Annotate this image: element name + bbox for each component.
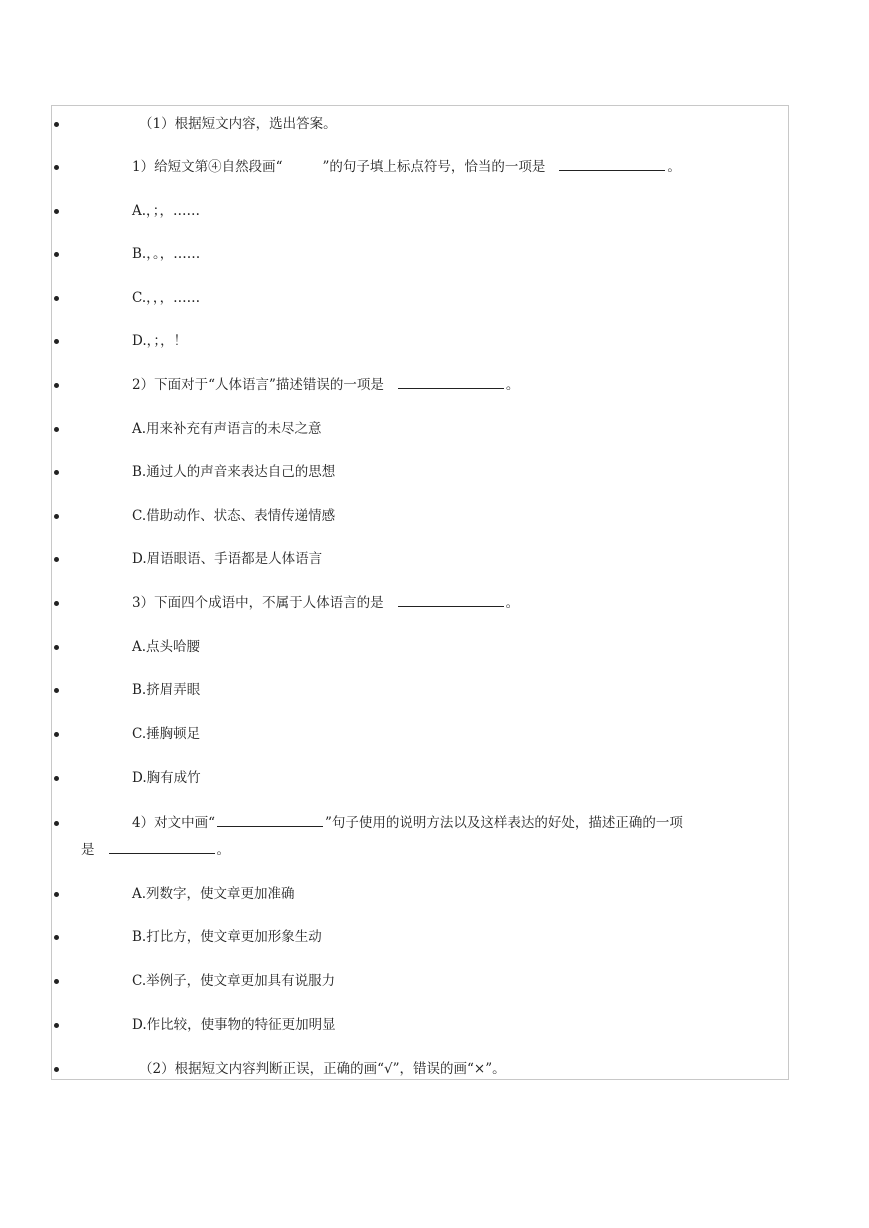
q1-prefix: 1）给短文第④自然段画“ (132, 159, 283, 175)
q1-suffix: ”的句子填上标点符号，恰当的一项是 (322, 159, 546, 175)
bullet-icon (54, 427, 59, 432)
q1-end: 。 (667, 159, 681, 175)
q2-stem (132, 372, 519, 399)
q3-answer-blank[interactable] (398, 591, 504, 607)
q1-stem (132, 154, 681, 181)
q4-option-c: C.举例子，使文章更加具有说服力 (132, 973, 336, 989)
q1-option-b: B.，。，…… (132, 246, 201, 262)
bullet-icon (54, 892, 59, 897)
bullet-icon (54, 514, 59, 519)
bullet-icon (54, 732, 59, 737)
q4-underlined-sentence-blank[interactable] (217, 811, 323, 827)
bullet-icon (54, 122, 59, 127)
question-frame (51, 105, 789, 1080)
q4-option-d: D.作比较，使事物的特征更加明显 (132, 1017, 336, 1033)
bullet-icon (54, 339, 59, 344)
q4-answer-blank[interactable] (109, 838, 215, 854)
q3-option-a: A.点头哈腰 (132, 639, 201, 655)
q2-answer-blank[interactable] (398, 373, 504, 389)
q3-end: 。 (505, 595, 520, 611)
q3-prefix: 3）下面四个成语中，不属于人体语言的是 (132, 595, 384, 611)
q3-option-b: B.挤眉弄眼 (132, 682, 201, 698)
q1-option-c: C.，，，…… (132, 290, 201, 306)
q4-option-a: A.列数字，使文章更加准确 (132, 886, 295, 902)
q1-option-d: D.，；，！ (132, 333, 188, 349)
bullet-icon (54, 601, 59, 606)
bullet-icon (54, 209, 59, 214)
bullet-icon (54, 1067, 59, 1072)
bullet-icon (54, 645, 59, 650)
q3-option-d: D.胸有成竹 (132, 770, 201, 786)
bullet-icon (54, 252, 59, 257)
q2-option-a: A.用来补充有声语言的未尽之意 (132, 421, 322, 437)
q3-option-c: C.捶胸顿足 (132, 726, 201, 742)
section2-title: （2）根据短文内容判断正误，正确的画“√”，错误的画“×”。 (139, 1061, 506, 1077)
bullet-icon (54, 979, 59, 984)
bullet-icon (54, 296, 59, 301)
q2-prefix: 2）下面对于“人体语言”描述错误的一项是 (132, 377, 384, 393)
q1-option-a: A.，；，…… (132, 203, 201, 219)
q2-end: 。 (505, 377, 520, 393)
q3-stem (132, 590, 519, 617)
q4-line2-prefix: 是 (81, 842, 95, 858)
q4-end: 。 (216, 842, 230, 858)
q4-option-b: B.打比方，使文章更加形象生动 (132, 929, 322, 945)
q4-prefix: 4）对文中画“ (132, 815, 215, 831)
q4-middle: ”句子使用的说明方法以及这样表达的好处，描述正确的一项 (325, 815, 683, 831)
bullet-icon (54, 688, 59, 693)
q1-answer-blank[interactable] (559, 155, 665, 171)
bullet-icon (54, 383, 59, 388)
bullet-icon (54, 935, 59, 940)
bullet-icon (54, 821, 59, 826)
q2-option-b: B.通过人的声音来表达自己的思想 (132, 464, 336, 480)
q4-stem (132, 810, 683, 837)
q2-option-c: C.借助动作、状态、表情传递情感 (132, 508, 336, 524)
bullet-icon (54, 165, 59, 170)
q4-stem-line2 (81, 837, 230, 864)
bullet-icon (54, 1023, 59, 1028)
section1-title: （1）根据短文内容，选出答案。 (139, 116, 337, 132)
q2-option-d: D.眉语眼语、手语都是人体语言 (132, 551, 323, 567)
bullet-icon (54, 470, 59, 475)
bullet-icon (54, 776, 59, 781)
bullet-icon (54, 557, 59, 562)
